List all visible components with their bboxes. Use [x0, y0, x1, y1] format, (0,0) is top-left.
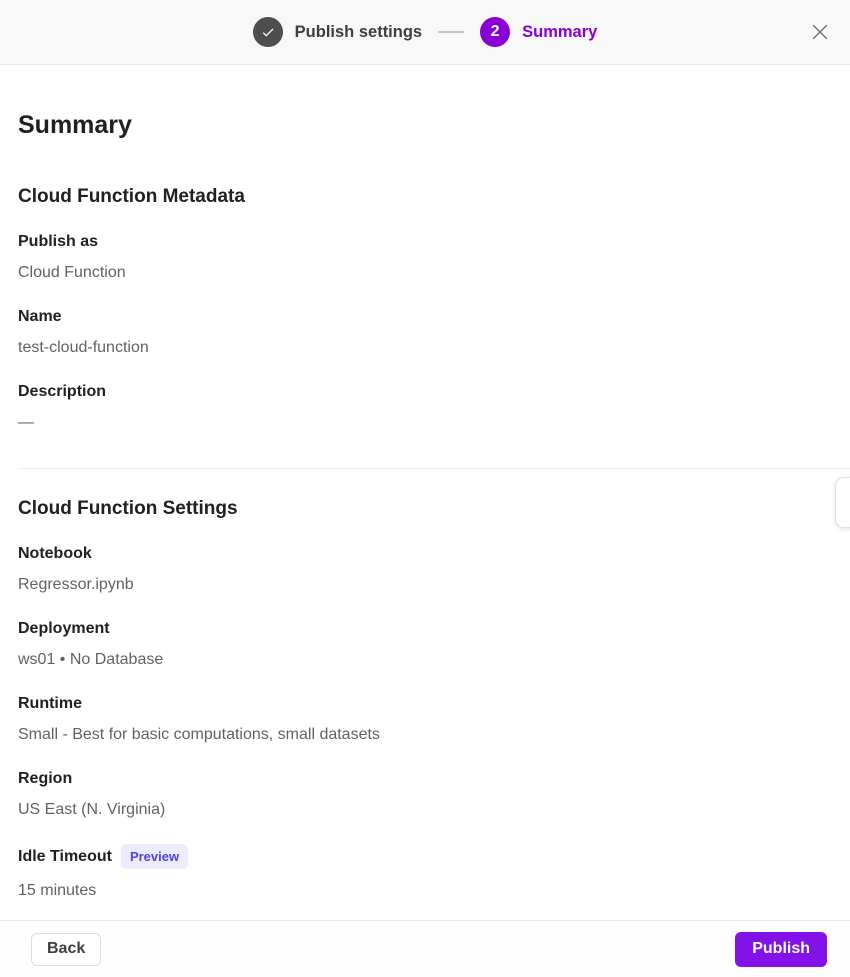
field-value: —	[18, 414, 34, 431]
publish-button[interactable]: Publish	[735, 932, 827, 967]
field-idle-timeout	[18, 844, 832, 900]
section-title-settings: Cloud Function Settings	[18, 498, 238, 519]
step-summary-label: Summary	[522, 22, 598, 41]
field-description	[18, 382, 832, 432]
step-publish-settings-label: Publish settings	[294, 22, 423, 41]
field-value: Cloud Function	[18, 264, 126, 281]
field-value: Small - Best for basic computations, small datasets	[18, 726, 380, 743]
field-publish-as	[18, 232, 832, 282]
close-icon	[809, 21, 831, 43]
step-number: 2	[490, 23, 500, 40]
field-deployment	[18, 619, 832, 669]
dialog-footer	[0, 920, 850, 977]
field-label: Name	[18, 308, 62, 325]
preview-badge: Preview	[121, 844, 188, 869]
field-value: test-cloud-function	[18, 339, 149, 356]
step-connector	[438, 31, 464, 33]
dialog-body	[0, 65, 850, 920]
field-label: Region	[18, 770, 73, 787]
check-icon	[260, 24, 276, 40]
dialog-header	[0, 0, 850, 65]
field-value: US East (N. Virginia)	[18, 801, 166, 818]
section-title-metadata: Cloud Function Metadata	[18, 186, 245, 207]
field-name	[18, 307, 832, 357]
step-active-circle	[480, 17, 510, 47]
field-runtime	[18, 694, 832, 744]
field-label: Publish as	[18, 233, 99, 250]
close-button[interactable]	[804, 16, 836, 48]
step-publish-settings[interactable]	[253, 17, 422, 47]
field-value: 15 minutes	[18, 882, 97, 899]
field-label: Idle Timeout	[18, 848, 112, 865]
field-label: Notebook	[18, 545, 92, 562]
field-value: Regressor.ipynb	[18, 576, 134, 593]
field-value: ws01 • No Database	[18, 651, 164, 668]
back-button[interactable]: Back	[31, 933, 101, 966]
field-label: Runtime	[18, 695, 82, 712]
step-summary[interactable]	[480, 17, 597, 47]
section-divider	[18, 468, 850, 469]
stepper	[253, 17, 598, 47]
field-region	[18, 769, 832, 819]
field-notebook	[18, 544, 832, 594]
field-label: Deployment	[18, 620, 110, 637]
page-title: Summary	[18, 111, 132, 139]
step-done-circle	[253, 17, 283, 47]
field-label: Description	[18, 383, 107, 400]
floating-edge-button[interactable]	[835, 477, 850, 528]
